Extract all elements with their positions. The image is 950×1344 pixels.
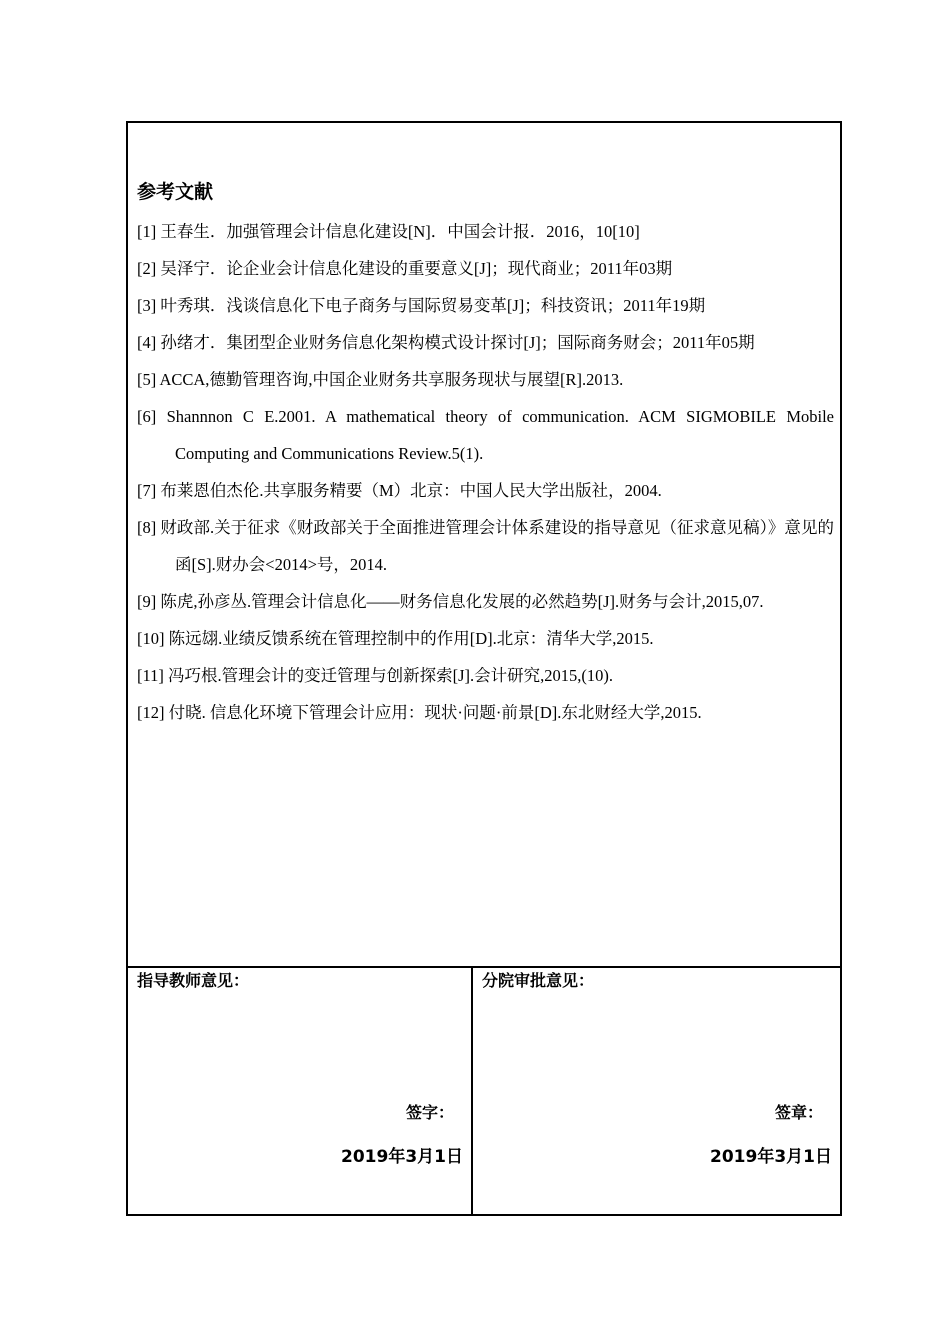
department-opinion-label: 分院审批意见： (482, 971, 595, 990)
reference-item: [6] Shannnon C E.2001. A mathematical theory of communication. ACM SIGMOBILE Mobile Computing and Communications Review.5(1). (137, 407, 834, 463)
reference-item: [2] 吴泽宁．论企业会计信息化建设的重要意义[J]；现代商业；2011年03期 (137, 259, 673, 278)
reference-item: [1] 王春生．加强管理会计信息化建设[N]．中国会计报．2016，10[10] (137, 222, 640, 241)
advisor-date: 2019年3月1日 (341, 1147, 463, 1167)
reference-item: [3] 叶秀琪．浅谈信息化下电子商务与国际贸易变革[J]；科技资讯；2011年19期 (137, 296, 706, 315)
reference-item: [8] 财政部.关于征求《财政部关于全面推进管理会计体系建设的指导意见（征求意见稿）》意见的函[S].财办会<2014>号，2014. (137, 518, 834, 574)
reference-item: [4] 孙绪才．集团型企业财务信息化架构模式设计探讨[J]；国际商务财会；2011年05期 (137, 333, 755, 352)
reference-item: [5] ACCA,德勤管理咨询,中国企业财务共享服务现状与展望[R].2013. (137, 370, 624, 389)
reference-list (137, 213, 834, 731)
advisor-signature-label: 签字： (405, 1103, 454, 1122)
reference-item: [7] 布莱恩伯杰伦.共享服务精要（M）北京：中国人民大学出版社，2004. (137, 481, 662, 500)
references-title: 参考文献 (137, 181, 214, 203)
advisor-opinion-label: 指导教师意见： (137, 971, 250, 990)
reference-item: [11] 冯巧根.管理会计的变迁管理与创新探索[J].会计研究,2015,(10). (137, 666, 614, 685)
reference-item: [9] 陈虎,孙彦丛.管理会计信息化——财务信息化发展的必然趋势[J].财务与会计,2015,07. (137, 592, 764, 611)
form-frame (126, 121, 842, 1216)
references-section (128, 123, 840, 966)
reference-item: [12] 付晓. 信息化环境下管理会计应用：现状·问题·前景[D].东北财经大学,2015. (137, 703, 702, 722)
department-opinion-cell (473, 968, 840, 1214)
reference-item: [10] 陈远翃.业绩反馈系统在管理控制中的作用[D].北京：清华大学,2015. (137, 629, 654, 648)
department-seal-label: 签章： (774, 1103, 823, 1122)
advisor-opinion-cell (128, 968, 471, 1214)
department-date: 2019年3月1日 (710, 1147, 832, 1167)
